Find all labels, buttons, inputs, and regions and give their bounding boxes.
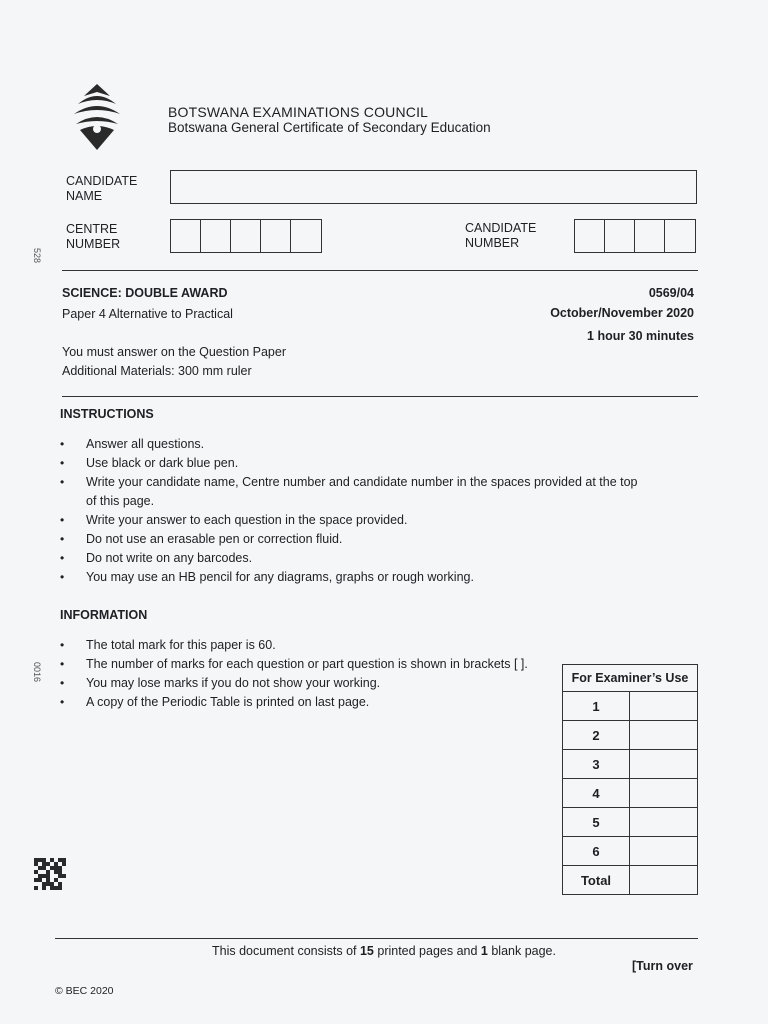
- question-number: 1: [563, 692, 630, 721]
- candidate-name-field[interactable]: [170, 170, 697, 204]
- divider: [62, 396, 698, 397]
- candidate-number-field[interactable]: [574, 219, 696, 253]
- margin-code-top: 528: [32, 248, 42, 264]
- centre-number-label-line1: CENTRE: [66, 222, 118, 236]
- instructions-list: [60, 435, 640, 587]
- blank-pages-count: 1: [480, 944, 488, 958]
- page-count-text: blank page.: [487, 944, 556, 958]
- question-number: 5: [563, 808, 630, 837]
- instruction-item: • Do not write on any barcodes.: [60, 549, 640, 568]
- centre-digit-box[interactable]: [261, 220, 291, 252]
- instruction-item: • Answer all questions.: [60, 435, 640, 454]
- centre-digit-box[interactable]: [201, 220, 231, 252]
- candidate-digit-box[interactable]: [605, 220, 635, 252]
- mark-cell: [630, 750, 698, 779]
- centre-digit-box[interactable]: [231, 220, 261, 252]
- candidate-digit-box[interactable]: [635, 220, 665, 252]
- page-count-text: This document consists of: [212, 944, 360, 958]
- page-count-note: [0, 944, 768, 958]
- exam-session: October/November 2020: [550, 306, 694, 320]
- centre-number-field[interactable]: [170, 219, 322, 253]
- barcode-icon: [34, 858, 66, 890]
- examiner-use-heading: For Examiner’s Use: [563, 665, 698, 692]
- divider: [62, 270, 698, 271]
- total-label: Total: [563, 866, 630, 895]
- turn-over: [Turn over: [632, 959, 693, 973]
- exam-duration: 1 hour 30 minutes: [587, 329, 694, 343]
- information-item: • A copy of the Periodic Table is printed on last page.: [60, 693, 560, 712]
- mark-cell: [630, 721, 698, 750]
- council-name: BOTSWANA EXAMINATIONS COUNCIL: [168, 104, 429, 120]
- instructions-heading: INSTRUCTIONS: [60, 407, 154, 421]
- instruction-item: • Write your candidate name, Centre number and candidate number in the spaces provided at the top of this page.: [60, 473, 640, 511]
- candidate-number-label-line1: CANDIDATE: [465, 221, 537, 235]
- page-count-text: printed pages and: [373, 944, 481, 958]
- information-item: • You may lose marks if you do not show your working.: [60, 674, 560, 693]
- bec-logo-icon: [70, 82, 124, 152]
- examiner-use-table: [562, 664, 698, 895]
- question-number: 3: [563, 750, 630, 779]
- candidate-name-label: [66, 174, 137, 204]
- candidate-number-label: [465, 221, 536, 251]
- answer-note: You must answer on the Question Paper: [62, 345, 286, 359]
- question-number: 4: [563, 779, 630, 808]
- total-mark-cell: [630, 866, 698, 895]
- paper-code: 0569/04: [648, 286, 694, 300]
- candidate-number-label-line2: NUMBER: [465, 236, 520, 250]
- printed-pages-count: 15: [359, 944, 374, 958]
- centre-number-label: [66, 222, 120, 252]
- mark-cell: [630, 837, 698, 866]
- candidate-name-label-line2: NAME: [66, 189, 103, 203]
- instruction-item: • You may use an HB pencil for any diagrams, graphs or rough working.: [60, 568, 640, 587]
- divider: [55, 938, 698, 939]
- instruction-item: • Do not use an erasable pen or correction fluid.: [60, 530, 640, 549]
- subject-title: SCIENCE: DOUBLE AWARD: [62, 286, 228, 300]
- margin-code-bottom: 0016: [32, 662, 42, 683]
- paper-title: Paper 4 Alternative to Practical: [62, 307, 233, 321]
- mark-cell: [630, 692, 698, 721]
- information-item: • The total mark for this paper is 60.: [60, 636, 560, 655]
- candidate-digit-box[interactable]: [665, 220, 695, 252]
- information-heading: INFORMATION: [60, 608, 148, 622]
- centre-number-label-line2: NUMBER: [66, 237, 121, 251]
- centre-digit-box[interactable]: [171, 220, 201, 252]
- certificate-name: Botswana General Certificate of Secondary Education: [168, 120, 491, 135]
- additional-materials: Additional Materials: 300 mm ruler: [62, 364, 252, 378]
- information-item: • The number of marks for each question or part question is shown in brackets [ ].: [60, 655, 560, 674]
- centre-digit-box[interactable]: [291, 220, 321, 252]
- instruction-item: • Use black or dark blue pen.: [60, 454, 640, 473]
- mark-cell: [630, 808, 698, 837]
- question-number: 2: [563, 721, 630, 750]
- instruction-item: • Write your answer to each question in the space provided.: [60, 511, 640, 530]
- mark-cell: [630, 779, 698, 808]
- question-number: 6: [563, 837, 630, 866]
- candidate-digit-box[interactable]: [575, 220, 605, 252]
- copyright: © BEC 2020: [55, 985, 114, 997]
- candidate-name-label-line1: CANDIDATE: [66, 174, 138, 188]
- information-list: [60, 636, 560, 712]
